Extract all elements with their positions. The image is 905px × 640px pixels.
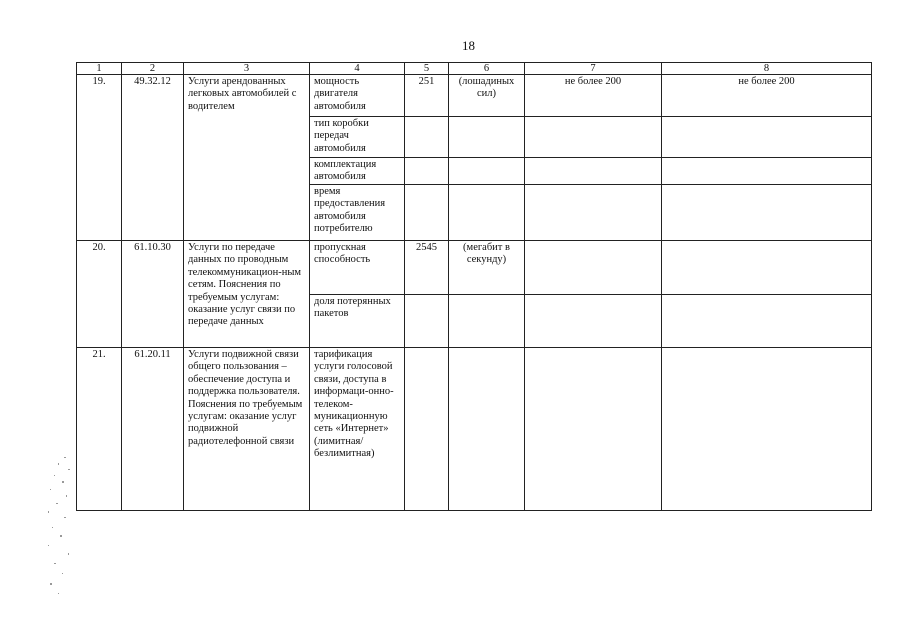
value-col7 (525, 117, 662, 158)
table-row (77, 241, 872, 295)
row-number: 19. (77, 75, 122, 241)
characteristic-name: тип коробки передач автомобиля (310, 117, 405, 158)
header-cell: 2 (122, 63, 184, 75)
value-col8 (662, 241, 872, 295)
table-row (77, 348, 872, 511)
characteristic-name: время предоставления автомобиля потребителю (310, 185, 405, 241)
unit-name (449, 185, 525, 241)
header-cell: 8 (662, 63, 872, 75)
header-cell: 4 (310, 63, 405, 75)
okpd-code: 61.10.30 (122, 241, 184, 348)
characteristic-name: комплектация автомобиля (310, 158, 405, 185)
header-cell: 3 (184, 63, 310, 75)
unit-code (405, 158, 449, 185)
scan-noise (44, 455, 80, 605)
page-number: 18 (462, 38, 475, 53)
unit-code (405, 295, 449, 348)
value-col8 (662, 158, 872, 185)
row-number: 20. (77, 241, 122, 348)
header-cell: 5 (405, 63, 449, 75)
table-row (77, 75, 872, 117)
characteristic-name: тарификация услуги голосовой связи, доступа в информаци-онно-телеком-муникационную сеть «Интернет» (лимитная/ безлимитная) (310, 348, 405, 511)
value-col8 (662, 117, 872, 158)
unit-name (449, 348, 525, 511)
okpd-code: 49.32.12 (122, 75, 184, 241)
value-col7 (525, 348, 662, 511)
unit-name: (лошадиных сил) (449, 75, 525, 117)
value-col7 (525, 241, 662, 295)
unit-code (405, 185, 449, 241)
header-cell: 6 (449, 63, 525, 75)
requirements-table (76, 62, 872, 511)
unit-name (449, 295, 525, 348)
value-col8 (662, 185, 872, 241)
value-col7 (525, 295, 662, 348)
characteristic-name: пропускная способность (310, 241, 405, 295)
characteristic-name: мощность двигателя автомобиля (310, 75, 405, 117)
unit-code: 251 (405, 75, 449, 117)
service-name: Услуги по передаче данных по проводным телекоммуникацион-ным сетям. Пояснения по требуемым услугам: оказание услуг связи по передаче данных (184, 241, 310, 348)
unit-name: (мегабит в секунду) (449, 241, 525, 295)
header-cell: 1 (77, 63, 122, 75)
row-number: 21. (77, 348, 122, 511)
value-col8 (662, 295, 872, 348)
unit-name (449, 158, 525, 185)
unit-code (405, 117, 449, 158)
value-col7 (525, 158, 662, 185)
value-col8 (662, 348, 872, 511)
service-name: Услуги арендованных легковых автомобилей с водителем (184, 75, 310, 241)
okpd-code: 61.20.11 (122, 348, 184, 511)
header-cell: 7 (525, 63, 662, 75)
unit-name (449, 117, 525, 158)
unit-code: 2545 (405, 241, 449, 295)
value-col8: не более 200 (662, 75, 872, 117)
header-row (77, 63, 872, 75)
service-name: Услуги подвижной связи общего пользования – обеспечение доступа и поддержка пользователя. Пояснения по требуемым услугам: оказание услуг подвижной радиотелефонной связи (184, 348, 310, 511)
value-col7: не более 200 (525, 75, 662, 117)
value-col7 (525, 185, 662, 241)
unit-code (405, 348, 449, 511)
characteristic-name: доля потерянных пакетов (310, 295, 405, 348)
